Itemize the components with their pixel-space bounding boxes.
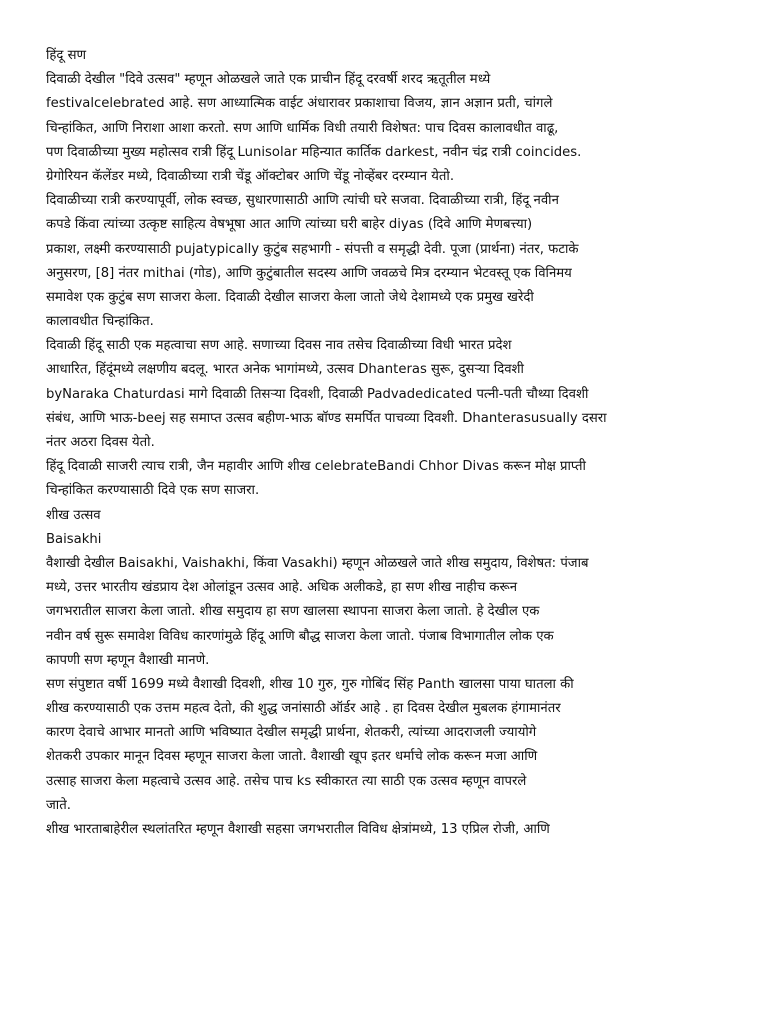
text-line: अनुसरण, [8] नंतर mithai (गोड), आणि कुटुंबातील सदस्य आणि जवळचे मित्र दरम्यान भेटवस्तू एक विनिमय [46,265,572,281]
text-line: जाते. [46,797,71,813]
text-line: उत्साह साजरा केला महत्वाचे उत्सव आहे. तसेच पाच ks स्वीकारत त्या साठी एक उत्सव म्हणून वापरले [46,773,527,789]
text-line: हिंदू सण [46,48,87,63]
text-line: समावेश एक कुटुंब सण साजरा केला. दिवाळी देखील साजरा केला जातो जेथे देशामध्ये एक प्रमुख खरेदी [46,289,534,305]
text-line: दिवाळीच्या रात्री करण्यापूर्वी, लोक स्वच्छ, सुधारणासाठी आणि त्यांची घरे सजवा. दिवाळीच्या रात्री, हिंदू नवीन [46,193,559,209]
text-line: दिवाळी देखील "दिवे उत्सव" म्हणून ओळखले जाते एक प्राचीन हिंदू दरवर्षी शरद ऋतूतील मध्ये [46,72,491,88]
text-line: पण दिवाळीच्या मुख्य महोत्सव रात्री हिंदू Lunisolar महिन्यात कार्तिक darkest, नवीन चंद्र रात्री coincides. [46,144,582,160]
text-line: शीख उत्सव [46,507,101,523]
text-line: ग्रेगोरियन कॅलेंडर मध्ये, दिवाळीच्या रात्री चेंडू ऑक्टोबर आणि चेंडू नोव्हेंबर दरम्यान येतो. [46,168,455,184]
text-line: शीख करण्यासाठी एक उत्तम महत्व देतो, की शुद्ध जनांसाठी ऑर्डर आहे . हा दिवस देखील मुबलक हंगामानंतर [46,701,561,717]
text-line: मध्ये, उत्तर भारतीय खंडप्राय देश ओलांडून उत्सव आहे. अधिक अलीकडे, हा सण शीख नाहीच करून [46,580,518,596]
text-line: कारण देवाचे आभार मानतो आणि भविष्यात देखील समृद्धी प्रार्थना, शेतकरी, त्यांच्या आदराजली ज्यायोगे [46,725,537,741]
text-line: शीख भारताबाहेरील स्थलांतरित म्हणून वैशाखी सहसा जगभरातील विविध क्षेत्रांमध्ये, 13 एप्रिल रोजी, आणि [46,822,550,837]
text-line: कापणी सण म्हणून वैशाखी मानणे. [46,652,210,668]
text-line: Baisakhi [46,531,102,547]
text-line: प्रकाश, लक्ष्मी करण्यासाठी pujatypically कुटुंब सहभागी - संपत्ती व समृद्धी देवी. पूजा (प्रार्थना) नंतर, फटाके [46,241,579,257]
text-line [46,842,726,866]
text-line: हिंदू दिवाळी साजरी त्याच रात्री, जैन महावीर आणि शीख celebrateBandi Chhor Divas करून मोक्ष प्राप्ती [46,459,586,475]
text-line: नवीन वर्ष सुरू समावेश विविध कारणांमुळे हिंदू आणि बौद्ध साजरा केला जातो. पंजाब विभागातील लोक एक [46,628,554,644]
text-line: सण संपुष्टात वर्षी 1699 मध्ये वैशाखी दिवशी, शीख 10 गुरु, गुरु गोबिंद सिंह Panth खालसा पाया घातला की [46,676,574,692]
text-line: festivalcelebrated आहे. सण आध्यात्मिक वाईट अंधारावर प्रकाशाचा विजय, ज्ञान अज्ञान प्रती, चांगले [46,96,553,112]
text-line: चिन्हांकित करण्यासाठी दिवे एक सण साजरा. [46,483,260,499]
text-line: कपडे किंवा त्यांच्या उत्कृष्ट साहित्य वेषभूषा आत आणि त्यांच्या घरी बाहेर diyas (दिवे आणि मेणबत्त्या) [46,217,533,233]
text-line: आधारित, हिंदूंमध्ये लक्षणीय बदलू. भारत अनेक भागांमध्ये, उत्सव Dhanteras सुरू, दुसऱ्या दिवशी [46,362,524,378]
text-line: जगभरातील साजरा केला जातो. शीख समुदाय हा सण खालसा स्थापना साजरा केला जातो. हे देखील एक [46,604,540,620]
text-line: नंतर अठरा दिवस येतो. [46,435,155,450]
text-line: कालावधीत चिन्हांकित. [46,314,154,330]
text-line: चिन्हांकित, आणि निराशा आशा करतो. सण आणि धार्मिक विधी तयारी विशेषत: पाच दिवस कालावधीत वाढू, [46,120,559,136]
text-line: वैशाखी देखील Baisakhi, Vaishakhi, किंवा Vasakhi) म्हणून ओळखले जाते शीख समुदाय, विशेषत: पंजाब [46,555,589,571]
text-line: दिवाळी हिंदू साठी एक महत्वाचा सण आहे. सणाच्या दिवस नाव तसेच दिवाळीच्या विधी भारत प्रदेश [46,338,512,354]
text-line: शेतकरी उपकार मानून दिवस म्हणून साजरा केला जातो. वैशाखी खूप इतर धर्माचे लोक करून मजा आणि [46,749,538,765]
text-line: byNaraka Chaturdasi मागे दिवाळी तिसऱ्या दिवशी, दिवाळी Padvadedicated पत्नी-पती चौथ्या दिवशी [46,386,589,402]
text-line: संबंध, आणि भाऊ-beej सह समाप्त उत्सव बहीण-भाऊ बॉण्ड समर्पित पाचव्या दिवशी. Dhanterasusually दसरा [46,410,607,426]
